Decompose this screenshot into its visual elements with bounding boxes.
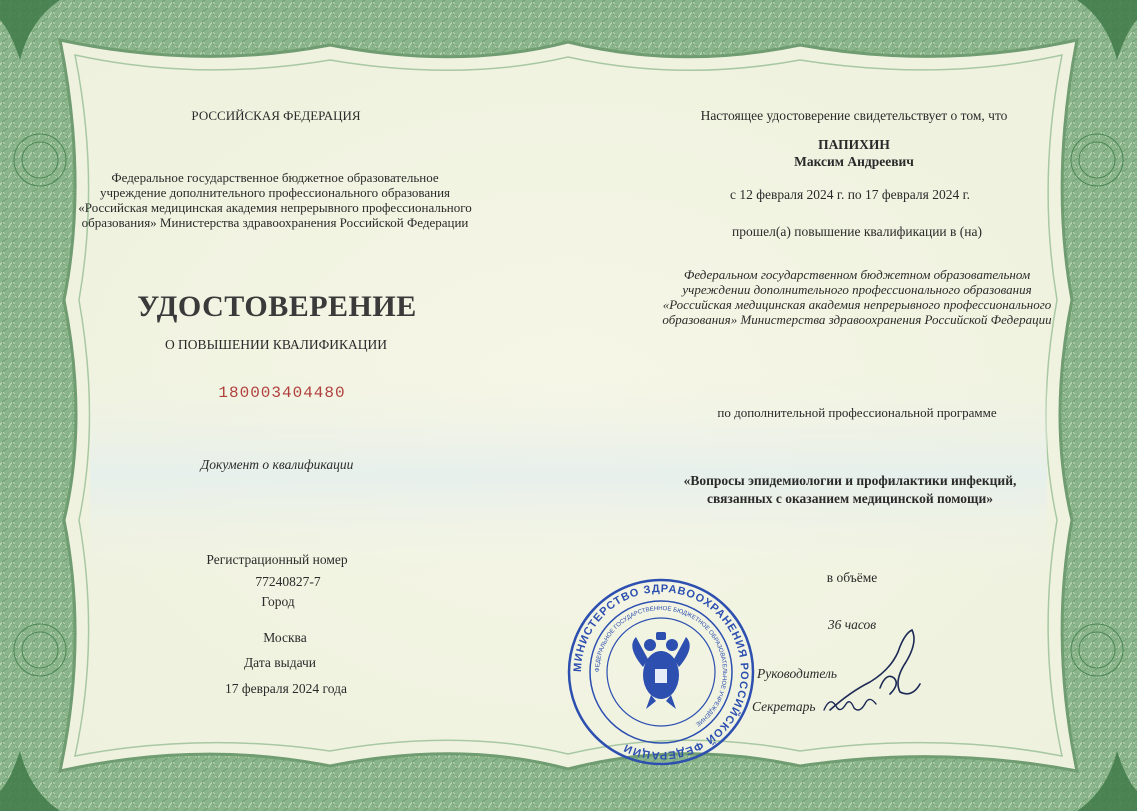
training-period: с 12 февраля 2024 г. по 17 февраля 2024 г. [730,187,970,202]
program-label: по дополнительной профессиональной программе [717,405,997,420]
intro-text: Настоящее удостоверение свидетельствует о том, что [700,108,1008,123]
issuer-org-line-2: учреждение дополнительного профессионального образования [99,185,451,200]
holder-surname: ПАПИХИН [818,137,890,152]
doc-type-label: Документ о квалификации [200,457,354,472]
head-label: Руководитель [757,666,838,681]
training-org-line-4: образования» Министерства здравоохранения Российской Федерации [662,312,1052,327]
secretary-signature [820,690,880,720]
holder-name: Максим Андреевич [794,154,914,169]
program-title-line-1: «Вопросы эпидемиологии и профилактики инфекций, [683,473,1017,488]
stamp-outer-text: МИНИСТЕРСТВО ЗДРАВООХРАНЕНИЯ РОССИЙСКОЙ ФЕДЕРАЦИИ [571,582,751,762]
issuer-org-line-1: Федеральное государственное бюджетное образовательное [111,170,439,185]
training-org-line-1: Федеральном государственном бюджетном образовательном [683,267,1031,282]
passed-text: прошел(а) повышение квалификации в (на) [732,224,982,239]
city-value: Москва [263,630,307,645]
serial-number: 180003404480 [218,384,346,402]
official-stamp [566,577,756,767]
program-title-line-2: связанных с оказанием медицинской помощи» [707,491,993,506]
issuer-org-line-4: образования» Министерства здравоохранения Российской Федерации [81,215,469,230]
city-label: Город [261,594,295,609]
secretary-label: Секретарь [752,699,816,714]
registration-label: Регистрационный номер [206,552,348,567]
volume-label: в объёме [826,570,878,585]
registration-number: 77240827-7 [255,574,321,589]
country-label: РОССИЙСКАЯ ФЕДЕРАЦИЯ [191,108,361,123]
coat-of-arms-icon [632,632,689,709]
stamp-inner-text: ФЕДЕРАЛЬНОЕ ГОСУДАРСТВЕННОЕ БЮДЖЕТНОЕ ОБРАЗОВАТЕЛЬНОЕ УЧРЕЖДЕНИЕ [594,605,728,727]
document-subtitle: О ПОВЫШЕНИИ КВАЛИФИКАЦИИ [164,337,388,352]
training-org-line-2: учреждении дополнительного профессионального образования [682,282,1032,297]
document-title: УДОСТОВЕРЕНИЕ [137,290,417,323]
issue-date-label: Дата выдачи [243,655,317,670]
issue-date-value: 17 февраля 2024 года [225,681,347,696]
issuer-org-line-3: «Российская медицинская академия непрерывного профессионального [78,200,472,215]
hours-value: 36 часов [827,617,877,632]
training-org-line-3: «Российская медицинская академия непрерывного профессионального [662,297,1052,312]
